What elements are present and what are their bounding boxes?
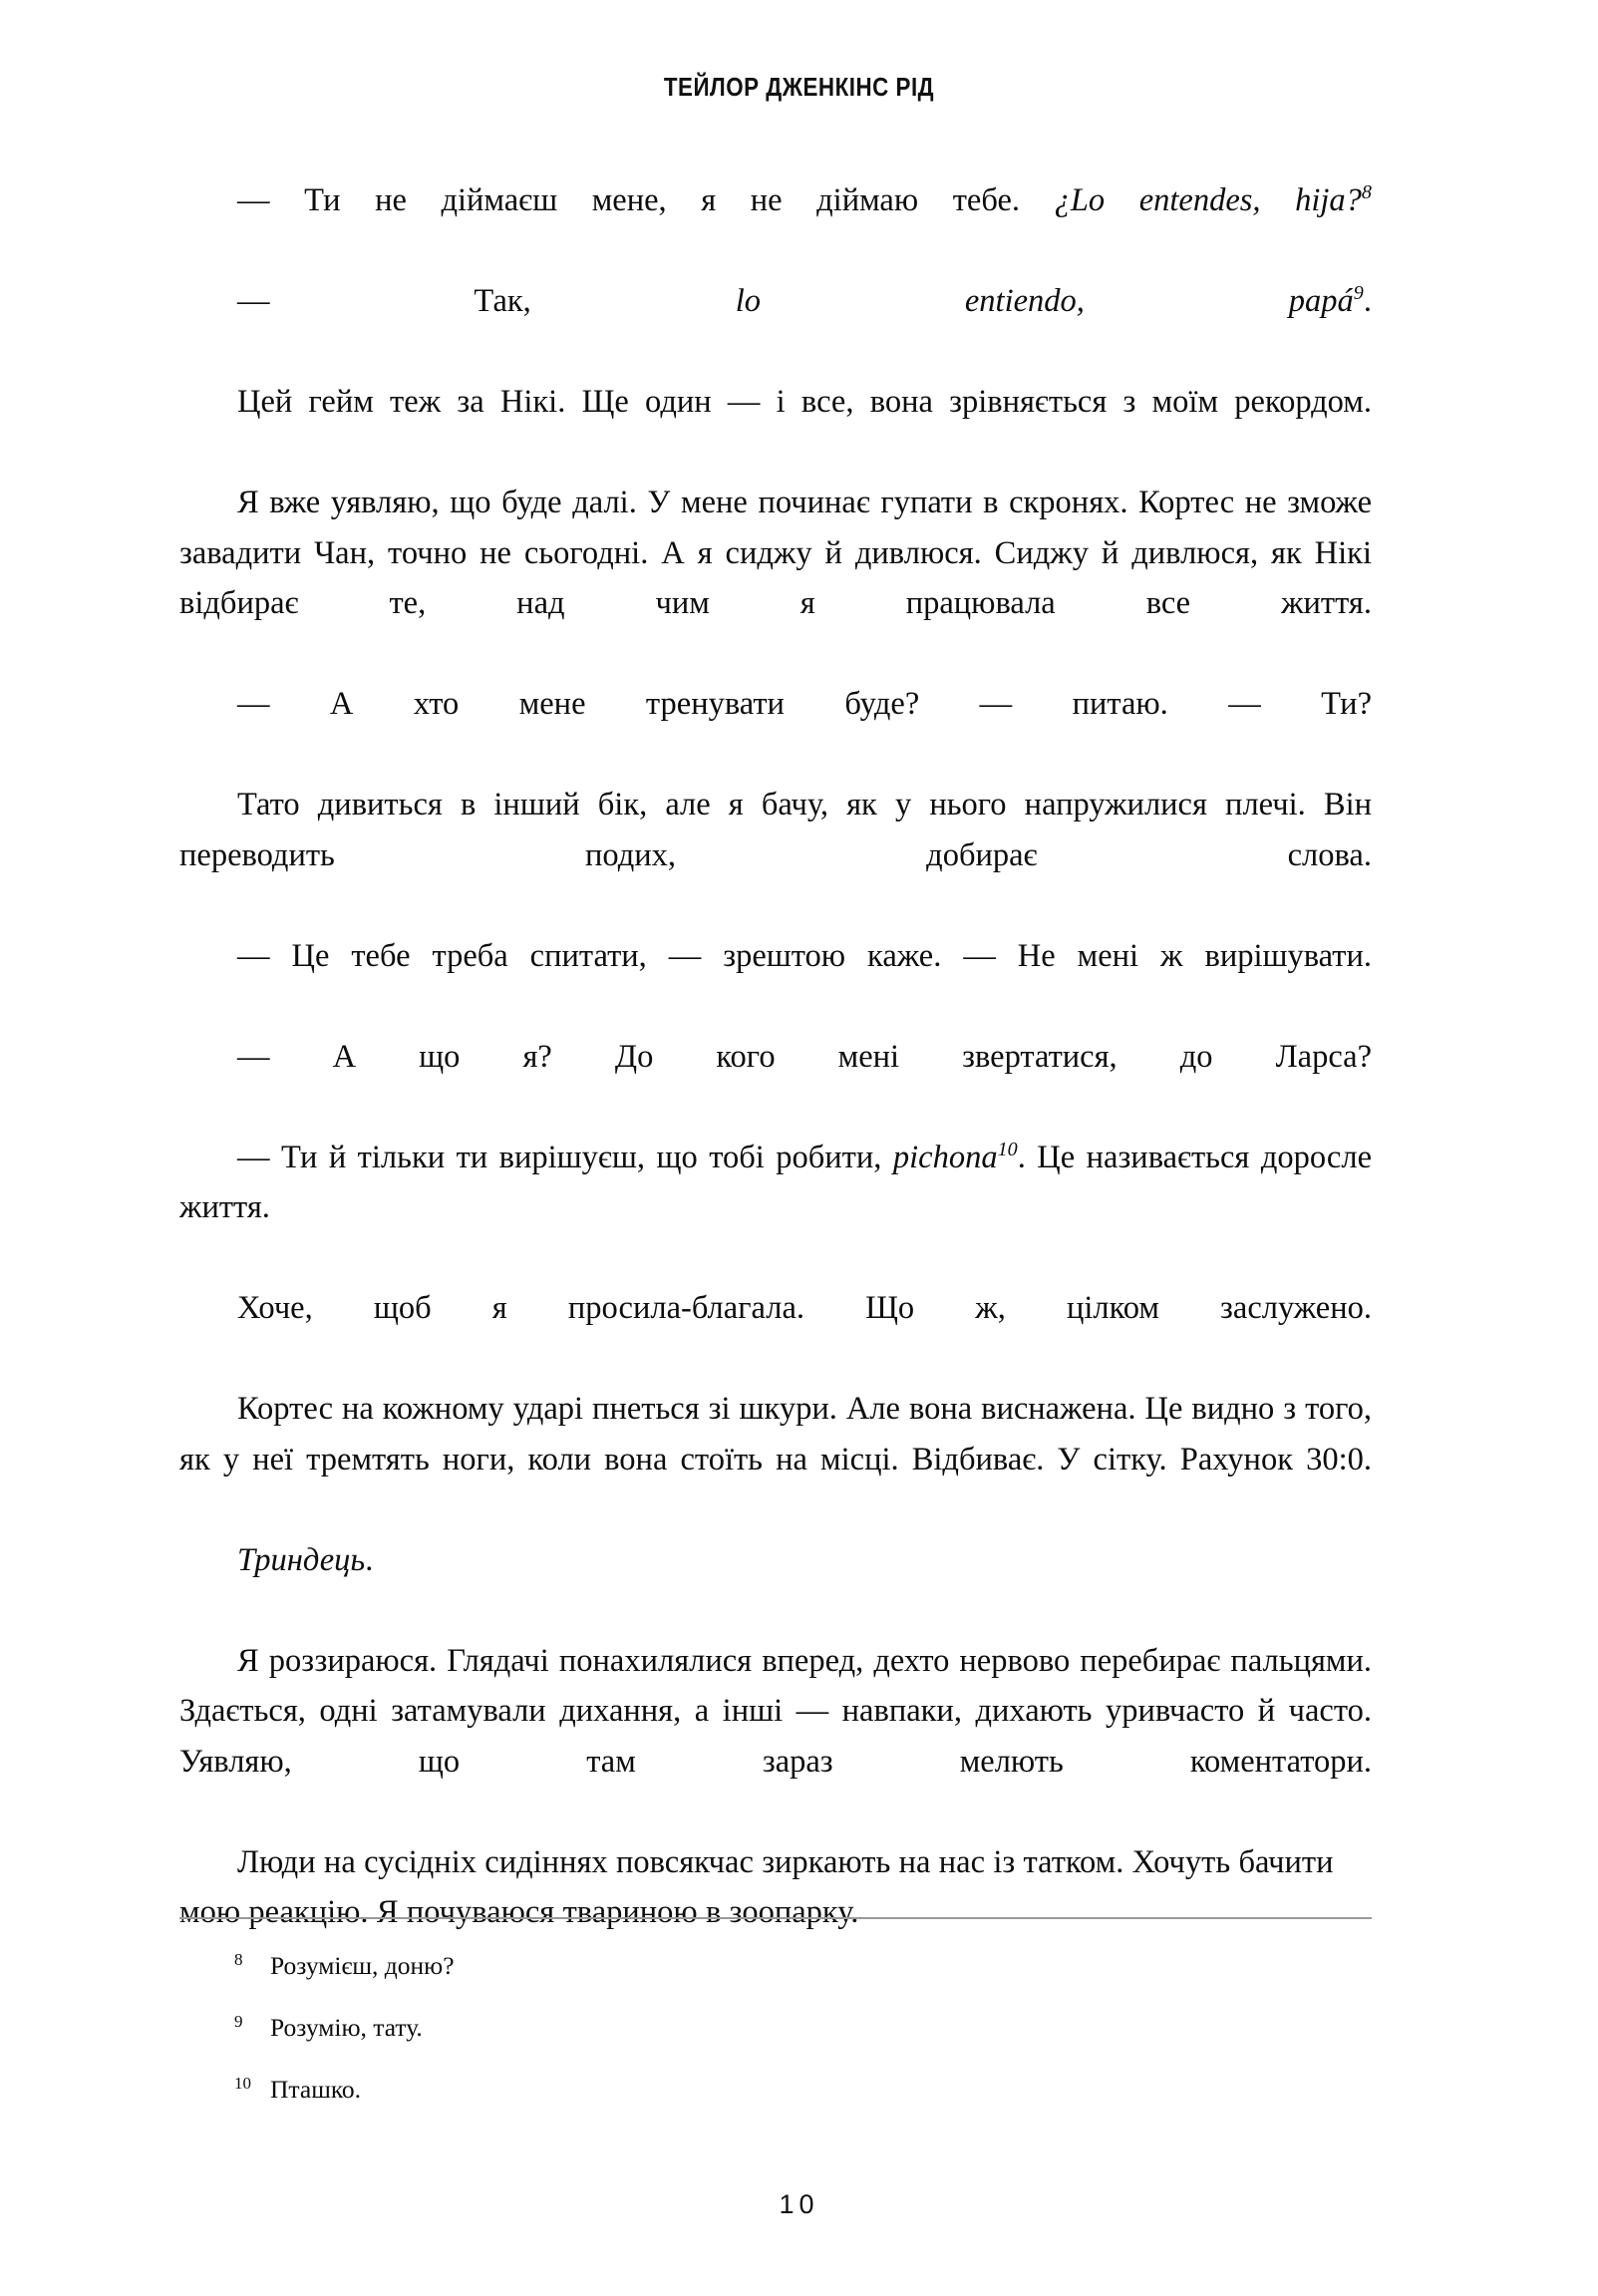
footnote-text: Пташко. — [270, 2075, 362, 2104]
foreign-phrase-lo-entiendo: lo entiendo, papá — [735, 283, 1354, 319]
paragraph-11: Кортес на кожному ударі пнеться зі шкури. Але вона виснажена. Це видно з того, як у неї тремтять ноги, коли вона стоїть на місці. Відбиває. У сітку. Рахунок 30:0. — [179, 1391, 1372, 1477]
paragraph-12: Триндець. — [237, 1541, 374, 1578]
paragraph-3: Цей гейм теж за Нікі. Ще один — і все, вона зрівняється з моїм рекордом. — [237, 384, 1372, 420]
footnote-section — [179, 1917, 1372, 2134]
body-text-block — [179, 175, 1372, 1988]
footnote-separator-rule — [179, 1917, 1372, 1919]
paragraph-6: Тато дивиться в інший бік, але я бачу, як у нього напружилися плечі. Він переводить подих, добирає слова. — [179, 787, 1372, 873]
paragraph-10: Хоче, щоб я просила-благала. Що ж, цілком заслужено. — [237, 1290, 1372, 1326]
paragraph-2: — Так, lo entiendo, papá$^9$. — [237, 282, 1372, 319]
footnote-marker: 8 — [234, 1950, 243, 1969]
footnote-marker: 10 — [234, 2074, 251, 2093]
footnote-text: Розумію, тату. — [270, 2013, 423, 2042]
footnote-ref-9[interactable]: 9 — [1353, 282, 1364, 305]
emphasis-tryndets: Триндець — [237, 1541, 366, 1578]
running-header-title: ТЕЙЛОР ДЖЕНКІНС РІД — [663, 72, 935, 102]
page-number: 10 — [779, 2189, 819, 2219]
foreign-phrase-pichona: pichona — [892, 1139, 998, 1175]
paragraph-14: Люди на сусідніх сидіннях повсякчас зиркають на нас із татком. Хочуть бачити мою реакцію. Я почуваюся твариною в зоопарку. — [179, 1843, 1334, 1930]
footnote-ref-8[interactable]: 8 — [1361, 181, 1372, 204]
footnote-item — [179, 2011, 1372, 2045]
paragraph-13: Я роззираюся. Глядачі понахилялися вперед, дехто нервово перебирає пальцями. Здається, одні затамували дихання, а інші — навпаки, дихають уривчасто й часто. Уявляю, що там зараз мелють коментатори. — [179, 1642, 1372, 1780]
paragraph-7: — Це тебе треба спитати, — зрештою каже. — Не мені ж вирішувати. — [237, 937, 1372, 974]
footnote-item — [179, 2073, 1372, 2107]
footnote-text: Розумієш, доню? — [270, 1951, 455, 1980]
footnote-marker: 9 — [234, 2012, 243, 2031]
foreign-phrase-lo-entendes: ¿Lo entendes, hija? — [1054, 182, 1362, 218]
footnote-ref-10[interactable]: 10 — [997, 1138, 1018, 1160]
paragraph-8: — А що я? До кого мені звертатися, до Ларса? — [237, 1038, 1372, 1075]
paragraph-4: Я вже уявляю, що буде далі. У мене починає гупати в скронях. Кортес не зможе завадити Чан, точно не сьогодні. А я сиджу й дивлюся. Сиджу й дивлюся, як Нікі відбирає те, над чим я працювала все життя. — [179, 485, 1372, 621]
paragraph-9: — Ти й тільки ти вирішуєш, що тобі робити, pichona$^{10}$. Це називається доросле життя. — [179, 1138, 1372, 1225]
paragraph-1: — Ти не діймаєш мене, я не діймаю тебе. ¿Lo entendes, hija?$^8$ — [237, 181, 1372, 218]
paragraph-5: — А хто мене тренувати буде? — питаю. — Ти? — [237, 686, 1372, 722]
footnote-item — [179, 1949, 1372, 1983]
